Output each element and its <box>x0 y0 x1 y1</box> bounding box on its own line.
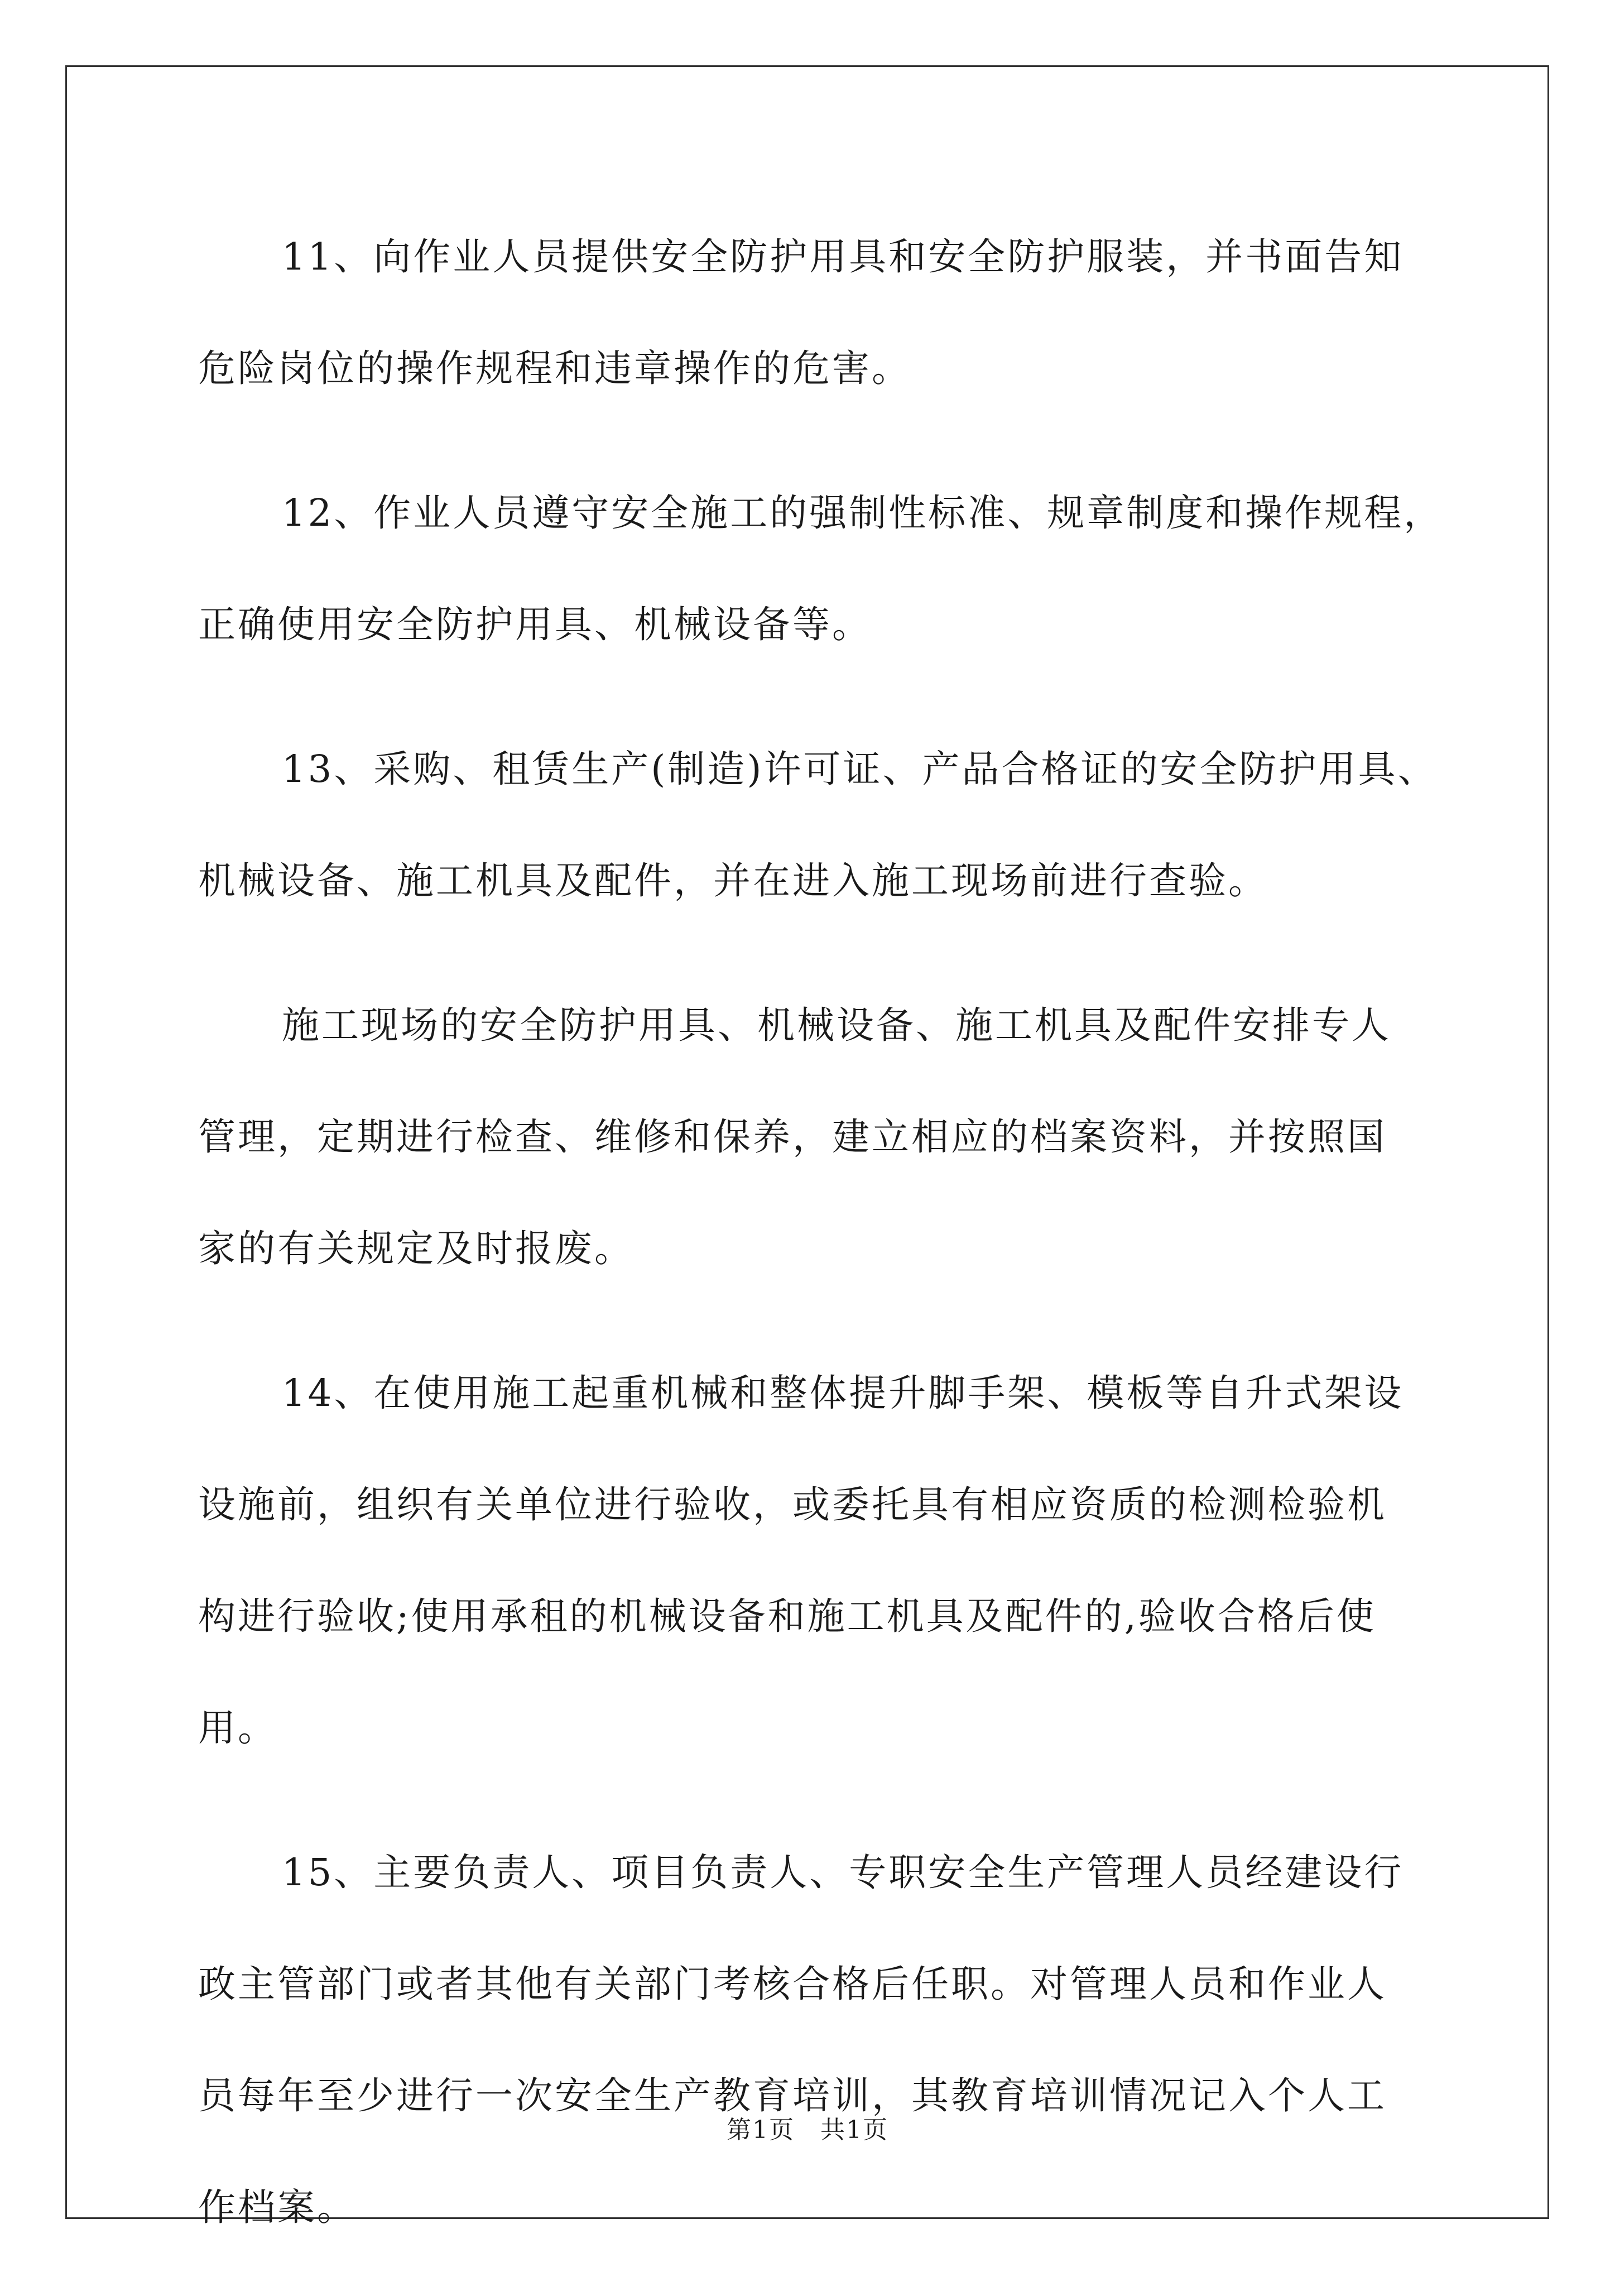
paragraph-line: 14、在使用施工起重机械和整体提升脚手架、模板等自升式架设 <box>282 1371 1404 1415</box>
paragraph-13 <box>198 713 1465 936</box>
paragraph-line: 构进行验收;使用承租的机械设备和施工机具及配件的,验收合格后使 <box>198 1594 1376 1638</box>
paragraph-line: 设施前，组织有关单位进行验收，或委托具有相应资质的检测检验机 <box>198 1483 1387 1526</box>
paragraph-line: 家的有关规定及时报废。 <box>198 1227 634 1270</box>
paragraph-line: 危险岗位的操作规程和违章操作的危害。 <box>198 347 911 390</box>
paragraph-line: 作档案。 <box>198 2185 357 2229</box>
paragraph-line: 11、向作业人员提供安全防护用具和安全防护服装，并书面告知 <box>282 235 1404 278</box>
page-number-footer: 第1页 共1页 <box>727 2116 888 2144</box>
paragraph-11 <box>198 201 1465 424</box>
paragraph-12 <box>198 457 1465 680</box>
document-body <box>198 201 1465 2296</box>
paragraph-line: 15、主要负责人、项目负责人、专职安全生产管理人员经建设行 <box>282 1851 1404 1894</box>
paragraph-15 <box>198 1817 1465 2263</box>
paragraph-line: 员每年至少进行一次安全生产教育培训，其教育培训情况记入个人工 <box>198 2074 1387 2117</box>
paragraph-line: 政主管部门或者其他有关部门考核合格后任职。对管理人员和作业人 <box>198 1962 1387 2006</box>
paragraph-line: 正确使用安全防护用具、机械设备等。 <box>198 603 872 646</box>
paragraph-line: 12、作业人员遵守安全施工的强制性标准、规章制度和操作规程， <box>282 491 1444 535</box>
paragraph-line: 施工现场的安全防护用具、机械设备、施工机具及配件安排专人 <box>282 1003 1391 1047</box>
paragraph-line: 机械设备、施工机具及配件，并在进入施工现场前进行查验。 <box>198 859 1268 902</box>
paragraph-site-equipment <box>198 969 1465 1304</box>
paragraph-14 <box>198 1337 1465 1784</box>
paragraph-line: 用。 <box>198 1706 277 1750</box>
paragraph-line: 管理，定期进行检查、维修和保养，建立相应的档案资料，并按照国 <box>198 1115 1387 1159</box>
paragraph-line: 13、采购、租赁生产(制造)许可证、产品合格证的安全防护用具、 <box>282 747 1438 791</box>
